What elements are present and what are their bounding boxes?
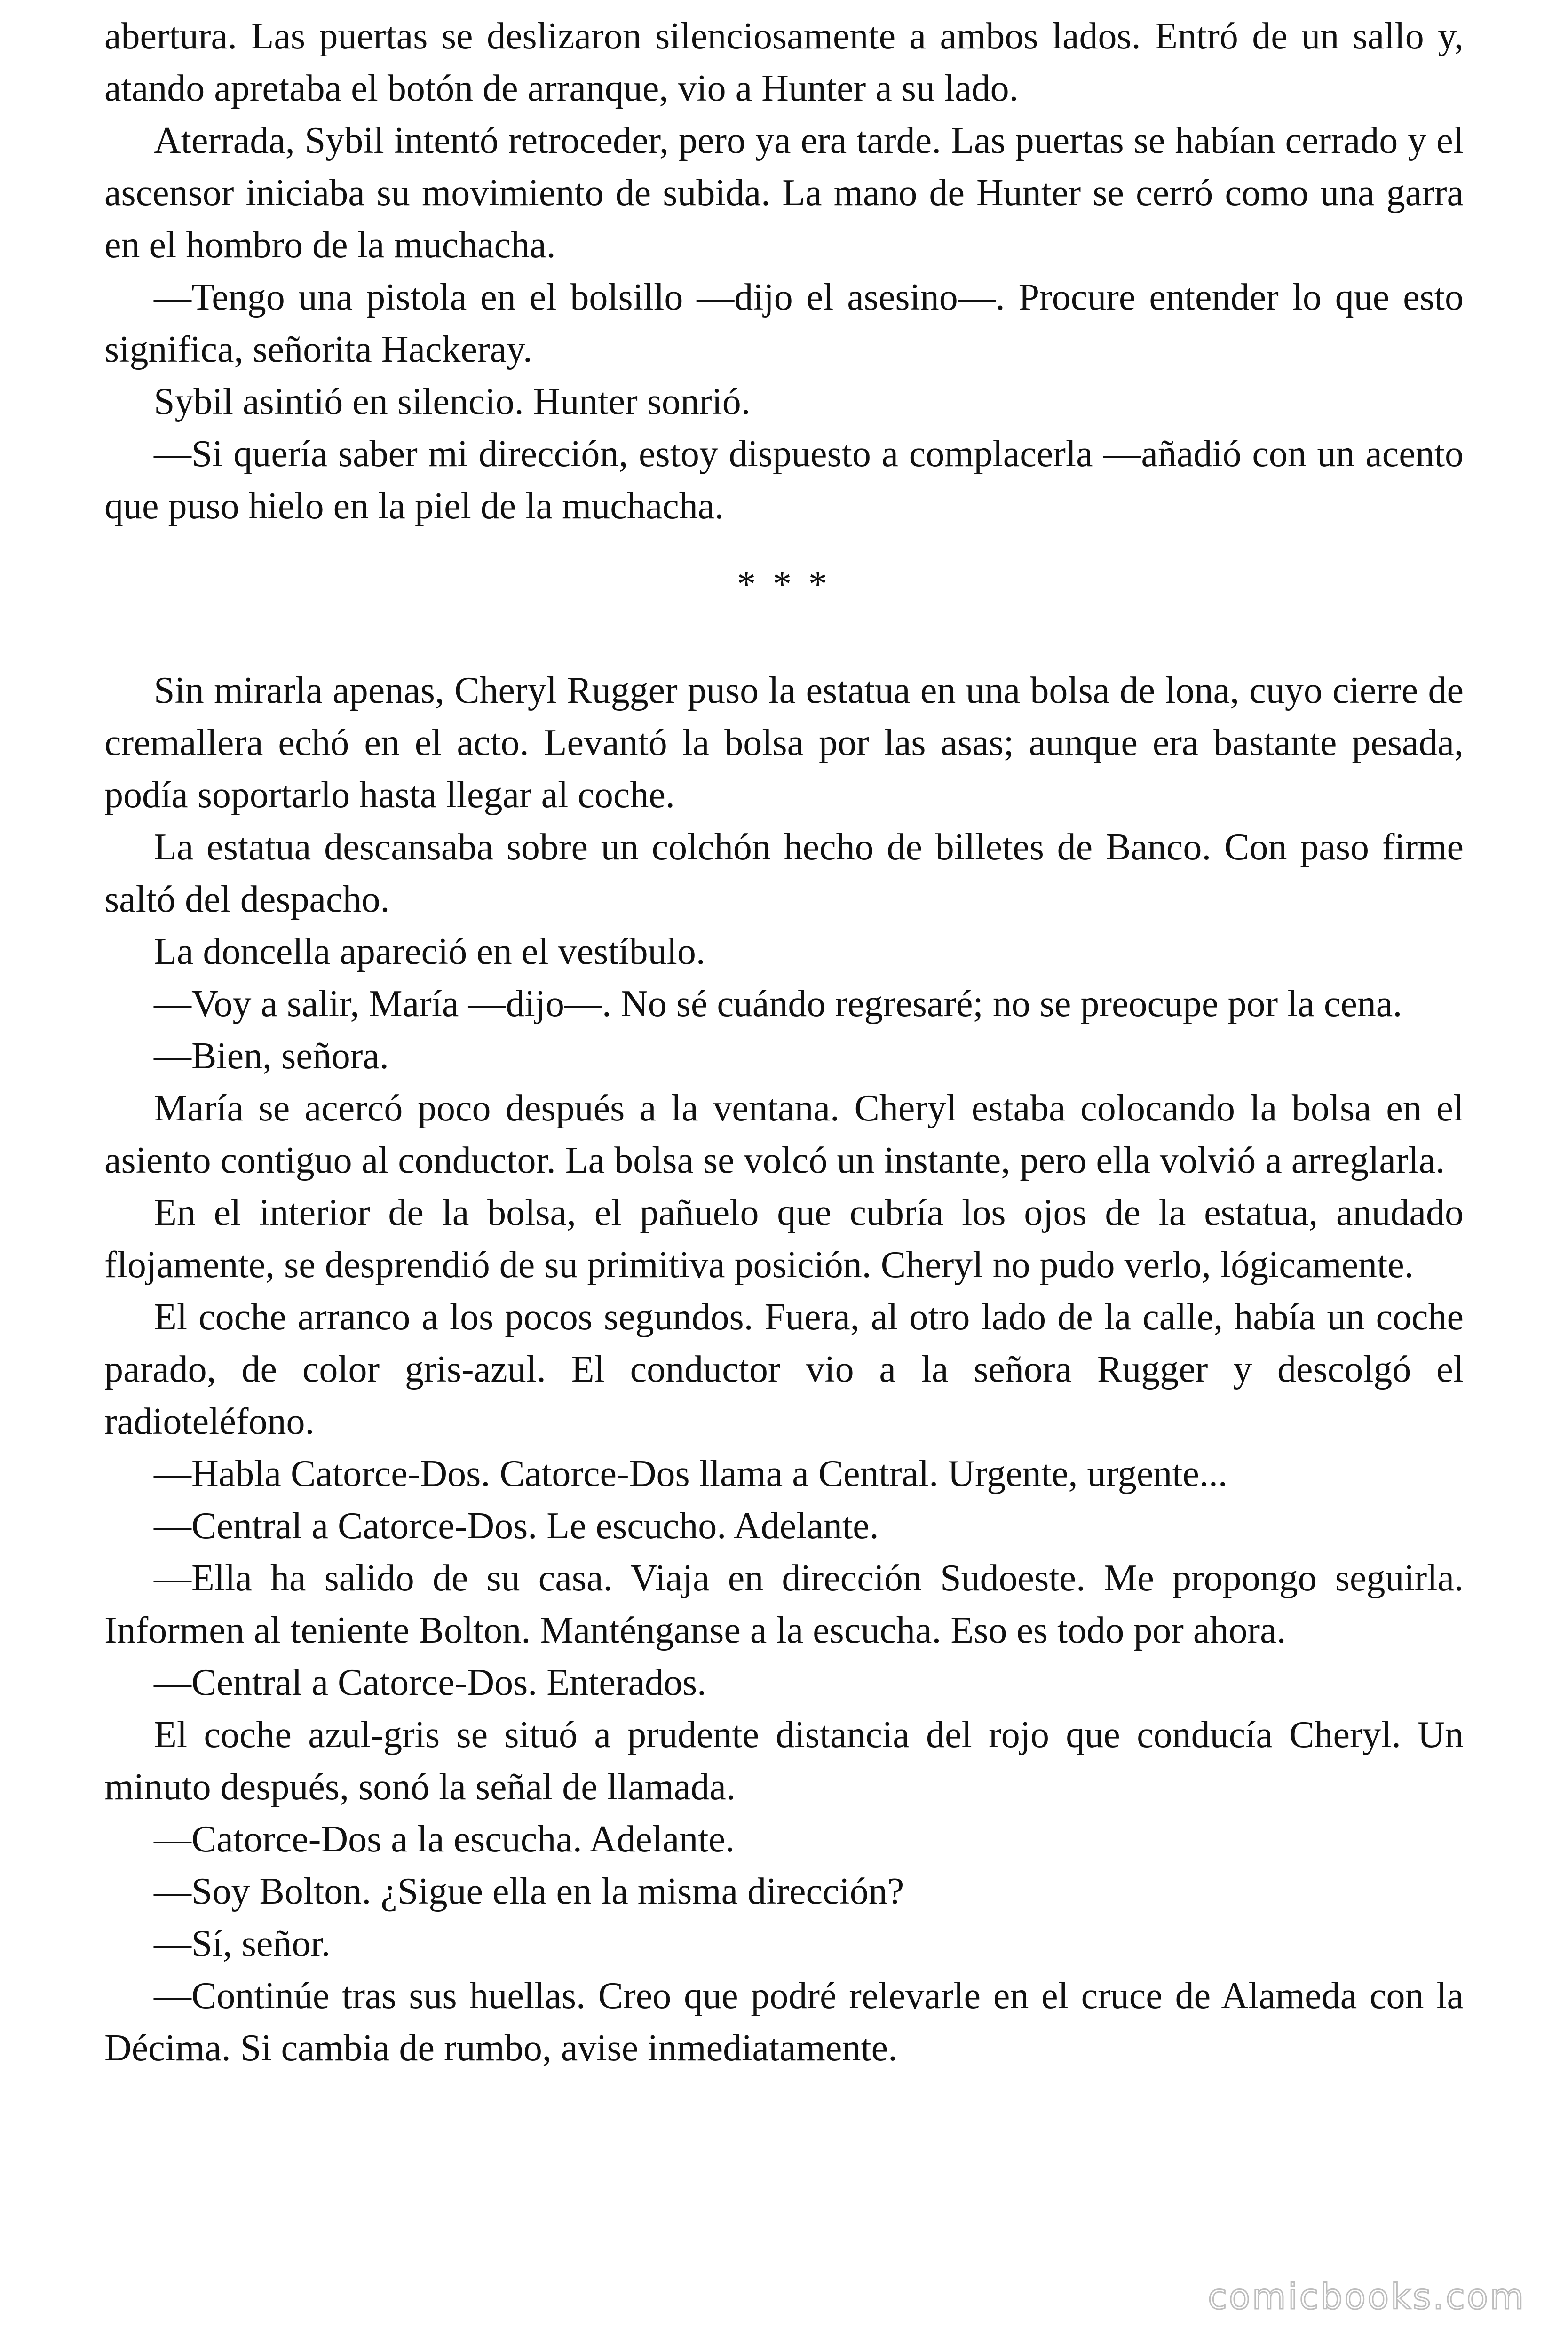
paragraph: —Ella ha salido de su casa. Viaja en dirección Sudoeste. Me propongo seguirla. Informen al teniente Bolton. Manténganse a la escucha. Eso es todo por ahora. [104, 1557, 1464, 1651]
paragraph: En el interior de la bolsa, el pañuelo que cubría los ojos de la estatua, anudado flojamente, se desprendió de su primitiva posición. Cheryl no pudo verlo, lógicamente. [104, 1192, 1464, 1286]
paragraph: —Continúe tras sus huellas. Creo que podré relevarle en el cruce de Alameda con la Décima. Si cambia de rumbo, avise inmediatamente. [104, 1975, 1464, 2069]
paragraph: La doncella apareció en el vestíbulo. [154, 931, 705, 972]
paragraph: El coche arranco a los pocos segundos. Fuera, al otro lado de la calle, había un coche parado, de color gris-azul. El conductor vio a la señora Rugger y descolgó el radioteléfono. [104, 1296, 1464, 1442]
paragraph: —Si quería saber mi dirección, estoy dispuesto a complacerla —añadió con un acento que puso hielo en la piel de la muchacha. [104, 433, 1464, 527]
paragraph: El coche azul-gris se situó a prudente distancia del rojo que conducía Cheryl. Un minuto después, sonó la señal de llamada. [104, 1714, 1464, 1808]
paragraph: —Catorce-Dos a la escucha. Adelante. [154, 1819, 735, 1860]
paragraph: María se acercó poco después a la ventana. Cheryl estaba colocando la bolsa en el asiento contiguo al conductor. La bolsa se volcó un instante, pero ella volvió a arreglarla. [104, 1088, 1464, 1181]
watermark: comicbooks.com [1208, 2277, 1526, 2317]
paragraph: Sin mirarla apenas, Cheryl Rugger puso la estatua en una bolsa de lona, cuyo cierre de cremallera echó en el acto. Levantó la bolsa por las asas; aunque era bastante pesada, podía soportarlo hasta llegar al coche. [104, 670, 1464, 816]
paragraph: Sybil asintió en silencio. Hunter sonrió. [154, 381, 751, 422]
paragraph: La estatua descansaba sobre un colchón hecho de billetes de Banco. Con paso firme saltó del despacho. [104, 826, 1464, 920]
section-separator: * * * [737, 564, 831, 605]
paragraph: —Central a Catorce-Dos. Enterados. [154, 1662, 707, 1703]
paragraph-first: abertura. Las puertas se deslizaron silenciosamente a ambos lados. Entró de un sallo y, atando apretaba el botón de arranque, vio a Hunter a su lado. [104, 16, 1464, 109]
paragraph: —Sí, señor. [154, 1923, 331, 1964]
body-text [104, 10, 1464, 2074]
paragraph: Aterrada, Sybil intentó retroceder, pero ya era tarde. Las puertas se habían cerrado y el ascensor iniciaba su movimiento de subida. La mano de Hunter se cerró como una garra en el hombro de la muchacha. [104, 120, 1464, 266]
paragraph: —Voy a salir, María —dijo—. No sé cuándo regresaré; no se preocupe por la cena. [154, 983, 1402, 1025]
paragraph: —Bien, señora. [154, 1035, 389, 1077]
paragraph: —Central a Catorce-Dos. Le escucho. Adelante. [154, 1505, 879, 1547]
paragraph: —Tengo una pistola en el bolsillo —dijo el asesino—. Procure entender lo que esto significa, señorita Hackeray. [104, 277, 1464, 370]
paragraph: —Soy Bolton. ¿Sigue ella en la misma dirección? [154, 1871, 904, 1912]
paragraph: —Habla Catorce-Dos. Catorce-Dos llama a Central. Urgente, urgente... [154, 1453, 1227, 1494]
